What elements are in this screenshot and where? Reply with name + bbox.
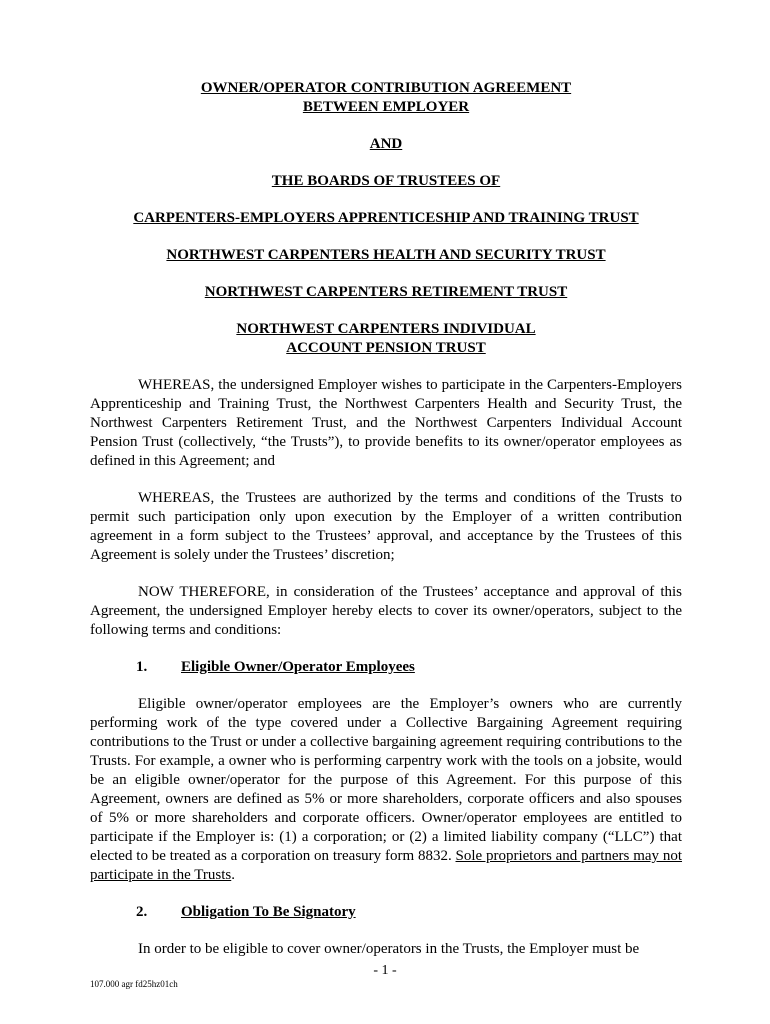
- section-1-text: Eligible owner/operator employees are the Employer’s owners who are currently performing work of the type covered under a Collective Bargaining Agreement requiring contributions to the Trust or under a collective bargaining agreement requiring contributions to the Trusts. For example, a owner who is performing carpentry work with the tools on a jobsite, would be an eligible owner/operator for the purpose of this Agreement. For this purpose of this Agreement, owners are defined as 5% or more shareholders, corporate officers and also spouses of 5% or more shareholders and corporate officers. Owner/operator employees are entitled to participate if the Employer is: (1) a corporation; or (2) a limited liability company (“LLC”) that elected to be treated as a corporation on treasury form 8832.: [90, 696, 682, 864]
- document-id: 107.000 agr fd25hz01ch: [90, 979, 178, 989]
- pension-line-2: ACCOUNT PENSION TRUST: [286, 340, 486, 356]
- section-1-title: Eligible Owner/Operator Employees: [181, 659, 415, 675]
- whereas-paragraph-2: WHEREAS, the Trustees are authorized by the terms and conditions of the Trusts to permit such participation only upon execution by the Employer of a written contribution agreement in a form subject to the Trustees’ approval, and acceptance by the Trustees of this Agreement is solely under the Trustees’ discretion;: [90, 490, 682, 563]
- title-line-2: BETWEEN EMPLOYER: [302, 99, 470, 115]
- section-1-paragraph: [90, 695, 682, 885]
- now-therefore-paragraph: NOW THEREFORE, in consideration of the Trustees’ acceptance and approval of this Agreement, the undersigned Employer hereby elects to cover its owner/operators, subject to the following terms and conditions:: [90, 584, 682, 638]
- document-page: [90, 79, 682, 959]
- title-line-1: OWNER/OPERATOR CONTRIBUTION AGREEMENT: [200, 80, 572, 96]
- section-2-paragraph: In order to be eligible to cover owner/operators in the Trusts, the Employer must be: [138, 941, 640, 957]
- heading-trust-retirement: NORTHWEST CARPENTERS RETIREMENT TRUST: [204, 284, 568, 300]
- section-2-title: Obligation To Be Signatory: [181, 904, 356, 920]
- section-1-end: .: [231, 867, 235, 883]
- whereas-paragraph-1: WHEREAS, the undersigned Employer wishes to participate in the Carpenters-Employers Apprenticeship and Training Trust, the Northwest Carpenters Health and Security Trust, the Northwest Carpenters Retirement Trust, and the Northwest Carpenters Individual Account Pension Trust (collectively, “the Trusts”), to provide benefits to its owner/operator employees as defined in this Agreement; and: [90, 377, 682, 469]
- pension-line-1: NORTHWEST CARPENTERS INDIVIDUAL: [236, 321, 536, 337]
- heading-trust-pension: [90, 320, 682, 358]
- page-number: - 1 -: [373, 963, 397, 978]
- section-1-heading: [90, 658, 682, 677]
- heading-and: AND: [369, 136, 403, 152]
- heading-trust-health: NORTHWEST CARPENTERS HEALTH AND SECURITY TRUST: [166, 247, 606, 263]
- section-2-number: 2.: [136, 904, 148, 920]
- heading-trust-apprenticeship: CARPENTERS-EMPLOYERS APPRENTICESHIP AND TRAINING TRUST: [133, 210, 639, 226]
- section-1-number: 1.: [136, 659, 148, 675]
- section-2-heading: [90, 903, 682, 922]
- document-title: [90, 79, 682, 117]
- heading-boards-of-trustees: THE BOARDS OF TRUSTEES OF: [271, 173, 501, 189]
- section-1-underlined-text: Sole proprietors and partners may not participate in the Trusts: [90, 848, 683, 883]
